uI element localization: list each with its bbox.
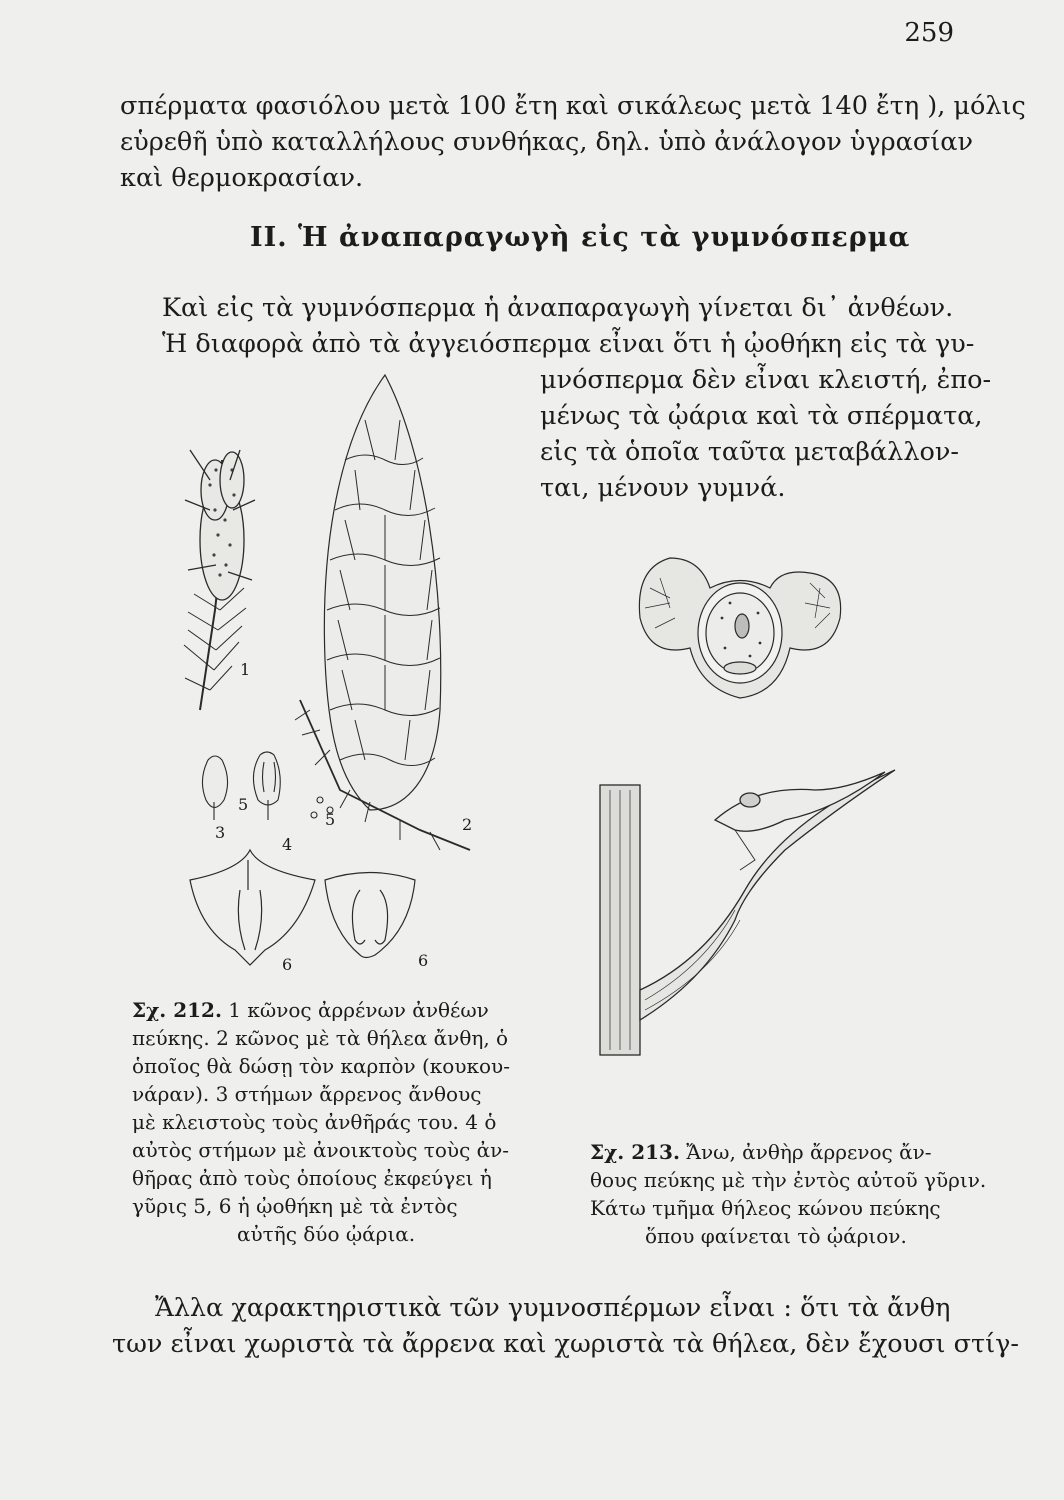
- caption-line: θῆρας ἀπὸ τοὺς ὁποίους ἐκφεύγει ἡ: [132, 1166, 492, 1190]
- figure-213-cone-section-drawing: [585, 760, 915, 1060]
- stamen-drawings: [202, 752, 333, 820]
- caption-line: Ἄνω, ἀνθὴρ ἄρρενος ἄν-: [686, 1140, 932, 1164]
- part-label: 3: [215, 823, 226, 842]
- female-cone-drawing: [295, 375, 473, 850]
- part-label: 6: [418, 951, 429, 970]
- caption-line: νάραν). 3 στήμων ἄρρενος ἄνθους: [132, 1082, 482, 1106]
- part-label: 5: [325, 810, 336, 829]
- bottom-paragraph-line: Ἄλλα χαρακτηριστικὰ τῶν γυμνοσπέρμων εἶναι : ὅτι τὰ ἄνθη: [155, 1293, 951, 1323]
- part-label: 5: [238, 795, 249, 814]
- figure-212-caption: [132, 996, 510, 1248]
- top-paragraph-line: σπέρματα φασιόλου μετὰ 100 ἔτη καὶ σικάλεως μετὰ 140 ἔτη ), μόλις: [120, 91, 1026, 121]
- page-number: 259: [904, 18, 954, 48]
- intro-paragraph-line: Καὶ εἰς τὰ γυμνόσπερμα ἡ ἀναπαραγωγὴ γίνεται δι᾽ ἀνθέων.: [162, 293, 954, 323]
- part-label: 4: [282, 835, 293, 854]
- figure-212-illustration: [170, 370, 490, 980]
- caption-line: αὐτῆς δύο ᾠάρια.: [237, 1222, 416, 1246]
- caption-line: αὐτὸς στήμων μὲ ἀνοικτοὺς τοὺς ἀν-: [132, 1138, 510, 1162]
- figure-213-label: Σχ. 213.: [590, 1140, 680, 1164]
- intro-paragraph-line: Ἡ διαφορὰ ἀπὸ τὰ ἀγγειόσπερμα εἶναι ὅτι ἡ ᾠοθήκη εἰς τὰ γυ-: [162, 329, 975, 359]
- section-heading: ΙΙ. Ἡ ἀναπαραγωγὴ εἰς τὰ γυμνόσπερμα: [250, 222, 911, 253]
- bottom-paragraph-cont: [112, 1326, 1019, 1362]
- caption-line: ὅπου φαίνεται τὸ ᾠάριον.: [645, 1224, 907, 1248]
- top-paragraph-line: εὑρεθῆ ὑπὸ καταλλήλους συνθήκας, δηλ. ὑπὸ ἀνάλογον ὑγρασίαν: [120, 127, 974, 157]
- top-paragraph-line: καὶ θερμοκρασίαν.: [120, 163, 364, 193]
- top-paragraph: [120, 88, 1026, 196]
- part-label: 2: [462, 815, 473, 834]
- intro-paragraph-line: ται, μένουν γυμνά.: [540, 473, 786, 503]
- intro-paragraph-wrap: [540, 362, 991, 506]
- caption-line: μὲ κλειστοὺς τοὺς ἀνθῆράς του. 4 ὁ: [132, 1110, 497, 1134]
- caption-line: Κάτω τμῆμα θήλεος κώνου πεύκης: [590, 1196, 941, 1220]
- caption-line: ὁποῖος θὰ δώσῃ τὸν καρπὸν (κουκου-: [132, 1054, 510, 1078]
- ovule-scale-drawings: [190, 850, 415, 965]
- caption-line: θους πεύκης μὲ τὴν ἐντὸς αὐτοῦ γῦριν.: [590, 1168, 987, 1192]
- caption-line: πεύκης. 2 κῶνος μὲ τὰ θήλεα ἄνθη, ὁ: [132, 1026, 509, 1050]
- part-label: 6: [282, 955, 293, 974]
- figure-213-pollen-drawing: [630, 548, 860, 728]
- intro-paragraph-line: εἰς τὰ ὁποῖα ταῦτα μεταβάλλον-: [540, 437, 959, 467]
- intro-paragraph: [162, 290, 953, 326]
- intro-paragraph-cont: [162, 326, 974, 362]
- caption-line: 1 κῶνος ἀρρένων ἀνθέων: [228, 998, 489, 1022]
- bottom-paragraph: [155, 1290, 950, 1326]
- bottom-paragraph-line: των εἶναι χωριστὰ τὰ ἄρρενα καὶ χωριστὰ τὰ θήλεα, δὲν ἔχουσι στίγ-: [112, 1329, 1020, 1359]
- intro-paragraph-line: μνόσπερμα δὲν εἶναι κλειστή, ἐπο-: [540, 365, 992, 395]
- intro-paragraph-line: μένως τὰ ᾠάρια καὶ τὰ σπέρματα,: [540, 401, 983, 431]
- figure-213-caption: [590, 1138, 986, 1250]
- figure-212-label: Σχ. 212.: [132, 998, 222, 1022]
- part-label: 1: [240, 660, 251, 679]
- caption-line: γῦρις 5, 6 ἡ ᾠοθήκη μὲ τὰ ἐντὸς: [132, 1194, 458, 1218]
